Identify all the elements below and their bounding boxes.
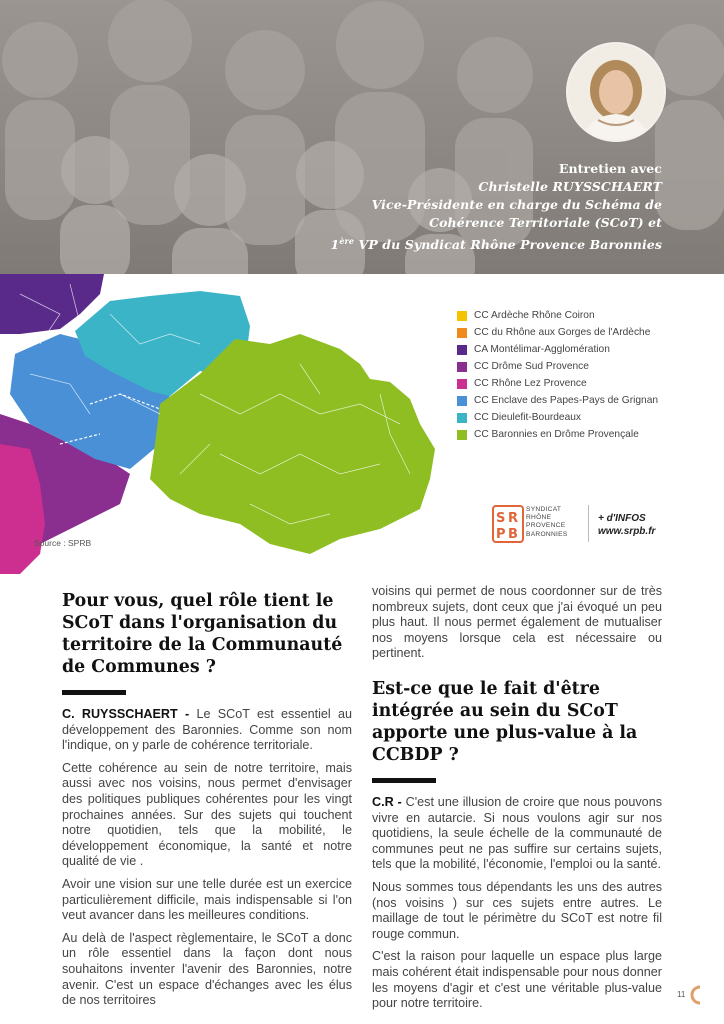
legend-item: CC Baronnies en Drôme Provençale bbox=[457, 426, 658, 443]
legend-swatch bbox=[457, 396, 467, 406]
legend-swatch bbox=[457, 413, 467, 423]
svg-text:S: S bbox=[496, 511, 506, 526]
legend-swatch bbox=[457, 362, 467, 372]
svg-text:P: P bbox=[496, 527, 506, 542]
answer-paragraph: Avoir une vision sur une telle durée est un exercice particulièrement difficile, mais indispensable si l'on veut avancer dans les meilleures conditions. bbox=[62, 876, 352, 923]
header-banner bbox=[0, 0, 724, 274]
legend-item: CC Drôme Sud Provence bbox=[457, 358, 658, 375]
answer-paragraph: voisins qui permet de nous coordonner sur de très nombreux sujets, dont ceux que j'ai évoqué un peu plus haut. Il nous permet également de mutualiser nos moyens lorsque cela est nécessaire ou pertinent. bbox=[372, 584, 662, 661]
answer-paragraph: Nous sommes tous dépendants les uns des autres (nos voisins ) sur ces sujets entre autres. Le maillage de tout le périmètre du SCoT est notre fil rouge commun. bbox=[372, 879, 662, 941]
legend-item: CC du Rhône aux Gorges de l'Ardèche bbox=[457, 324, 658, 341]
page-number: 11 bbox=[677, 990, 686, 999]
legend-swatch bbox=[457, 345, 467, 355]
legend-swatch bbox=[457, 328, 467, 338]
more-info bbox=[598, 512, 655, 538]
question-heading-2: Est-ce que le fait d'être intégrée au sein du SCoT apporte une plus-value à la CCBDP ? bbox=[372, 678, 638, 765]
legend-item: CC Rhône Lez Provence bbox=[457, 375, 658, 392]
website-link[interactable]: www.srpb.fr bbox=[598, 526, 656, 537]
portrait-photo bbox=[566, 42, 666, 142]
answer-paragraph: Au delà de l'aspect règlementaire, le SCoT a donc un rôle essentiel dans la façon dont nous souhaitons inventer l'avenir des Baronnies, notre avenir. C'est un espace d'échanges avec les élus de nos territoires bbox=[62, 930, 352, 1008]
legend-item: CA Montélimar-Agglomération bbox=[457, 341, 658, 358]
srpb-logo-icon bbox=[492, 505, 526, 543]
article-left-column bbox=[62, 590, 352, 1016]
srpb-logo-text: SYNDICAT RHÔNE PROVENCE BARONNIES bbox=[526, 506, 568, 538]
svg-text:R: R bbox=[508, 511, 519, 526]
map-source: Source : SPRB bbox=[34, 538, 92, 548]
page-mark-icon bbox=[688, 985, 702, 1005]
question-heading-1: Pour vous, quel rôle tient le SCoT dans l'organisation du territoire de la Communauté de Communes ? bbox=[62, 591, 343, 677]
interviewee-role-1: Vice-Présidente en charge du Schéma de bbox=[371, 197, 662, 212]
interview-intro: Entretien avec bbox=[558, 161, 662, 176]
legend-swatch bbox=[457, 379, 467, 389]
heading-rule bbox=[372, 778, 436, 783]
legend-swatch bbox=[457, 430, 467, 440]
answer-paragraph: C'est la raison pour laquelle un espace plus large mais cohérent était indispensable pour nous donner les moyens d'agir et c'est une véritable plus-value pour notre territoire. bbox=[372, 949, 662, 1011]
heading-rule bbox=[62, 690, 126, 695]
article-right-column bbox=[372, 584, 662, 1019]
interview-caption bbox=[331, 160, 662, 254]
divider bbox=[588, 505, 589, 542]
map-legend bbox=[457, 307, 658, 443]
interviewee-name: Christelle RUYSSCHAERT bbox=[478, 179, 662, 194]
legend-item: CC Ardèche Rhône Coiron bbox=[457, 307, 658, 324]
answer-paragraph: C. RUYSSCHAERT - Le SCoT est essentiel au développement des Baronnies. Comme son nom l'indique, on y parle de cohérence territoriale. bbox=[62, 707, 352, 753]
interviewee-role-2: Cohérence Territoriale (SCoT) et bbox=[429, 215, 662, 230]
more-info-label: + d'INFOS bbox=[598, 513, 646, 524]
answer-paragraph: C.R - C'est une illusion de croire que nous pouvons vivre en autarcie. Si nous voulons agir sur nos quotidiens, la seule échelle de la communauté de communes peut ne pas suffire sur certains sujets, tels que la mobilité, l'économie, l'emploi ou la santé. bbox=[372, 794, 662, 872]
interviewee-role-3: 1ère VP du Syndicat Rhône Provence Baronnies bbox=[330, 236, 662, 253]
answer-paragraph: Cette cohérence au sein de notre territoire, mais aussi avec nos voisins, nous permet d'envisager des politiques publiques cohérentes pour les vingt prochaines années. Sur des sujets qui touchent notre quotidien, tels que la mobilité, le développement économique, la santé et notre qualité de vie . bbox=[62, 760, 352, 869]
svg-text:B: B bbox=[508, 527, 518, 542]
legend-item: CC Enclave des Papes-Pays de Grignan bbox=[457, 392, 658, 409]
legend-swatch bbox=[457, 311, 467, 321]
legend-item: CC Dieulefit-Bourdeaux bbox=[457, 409, 658, 426]
